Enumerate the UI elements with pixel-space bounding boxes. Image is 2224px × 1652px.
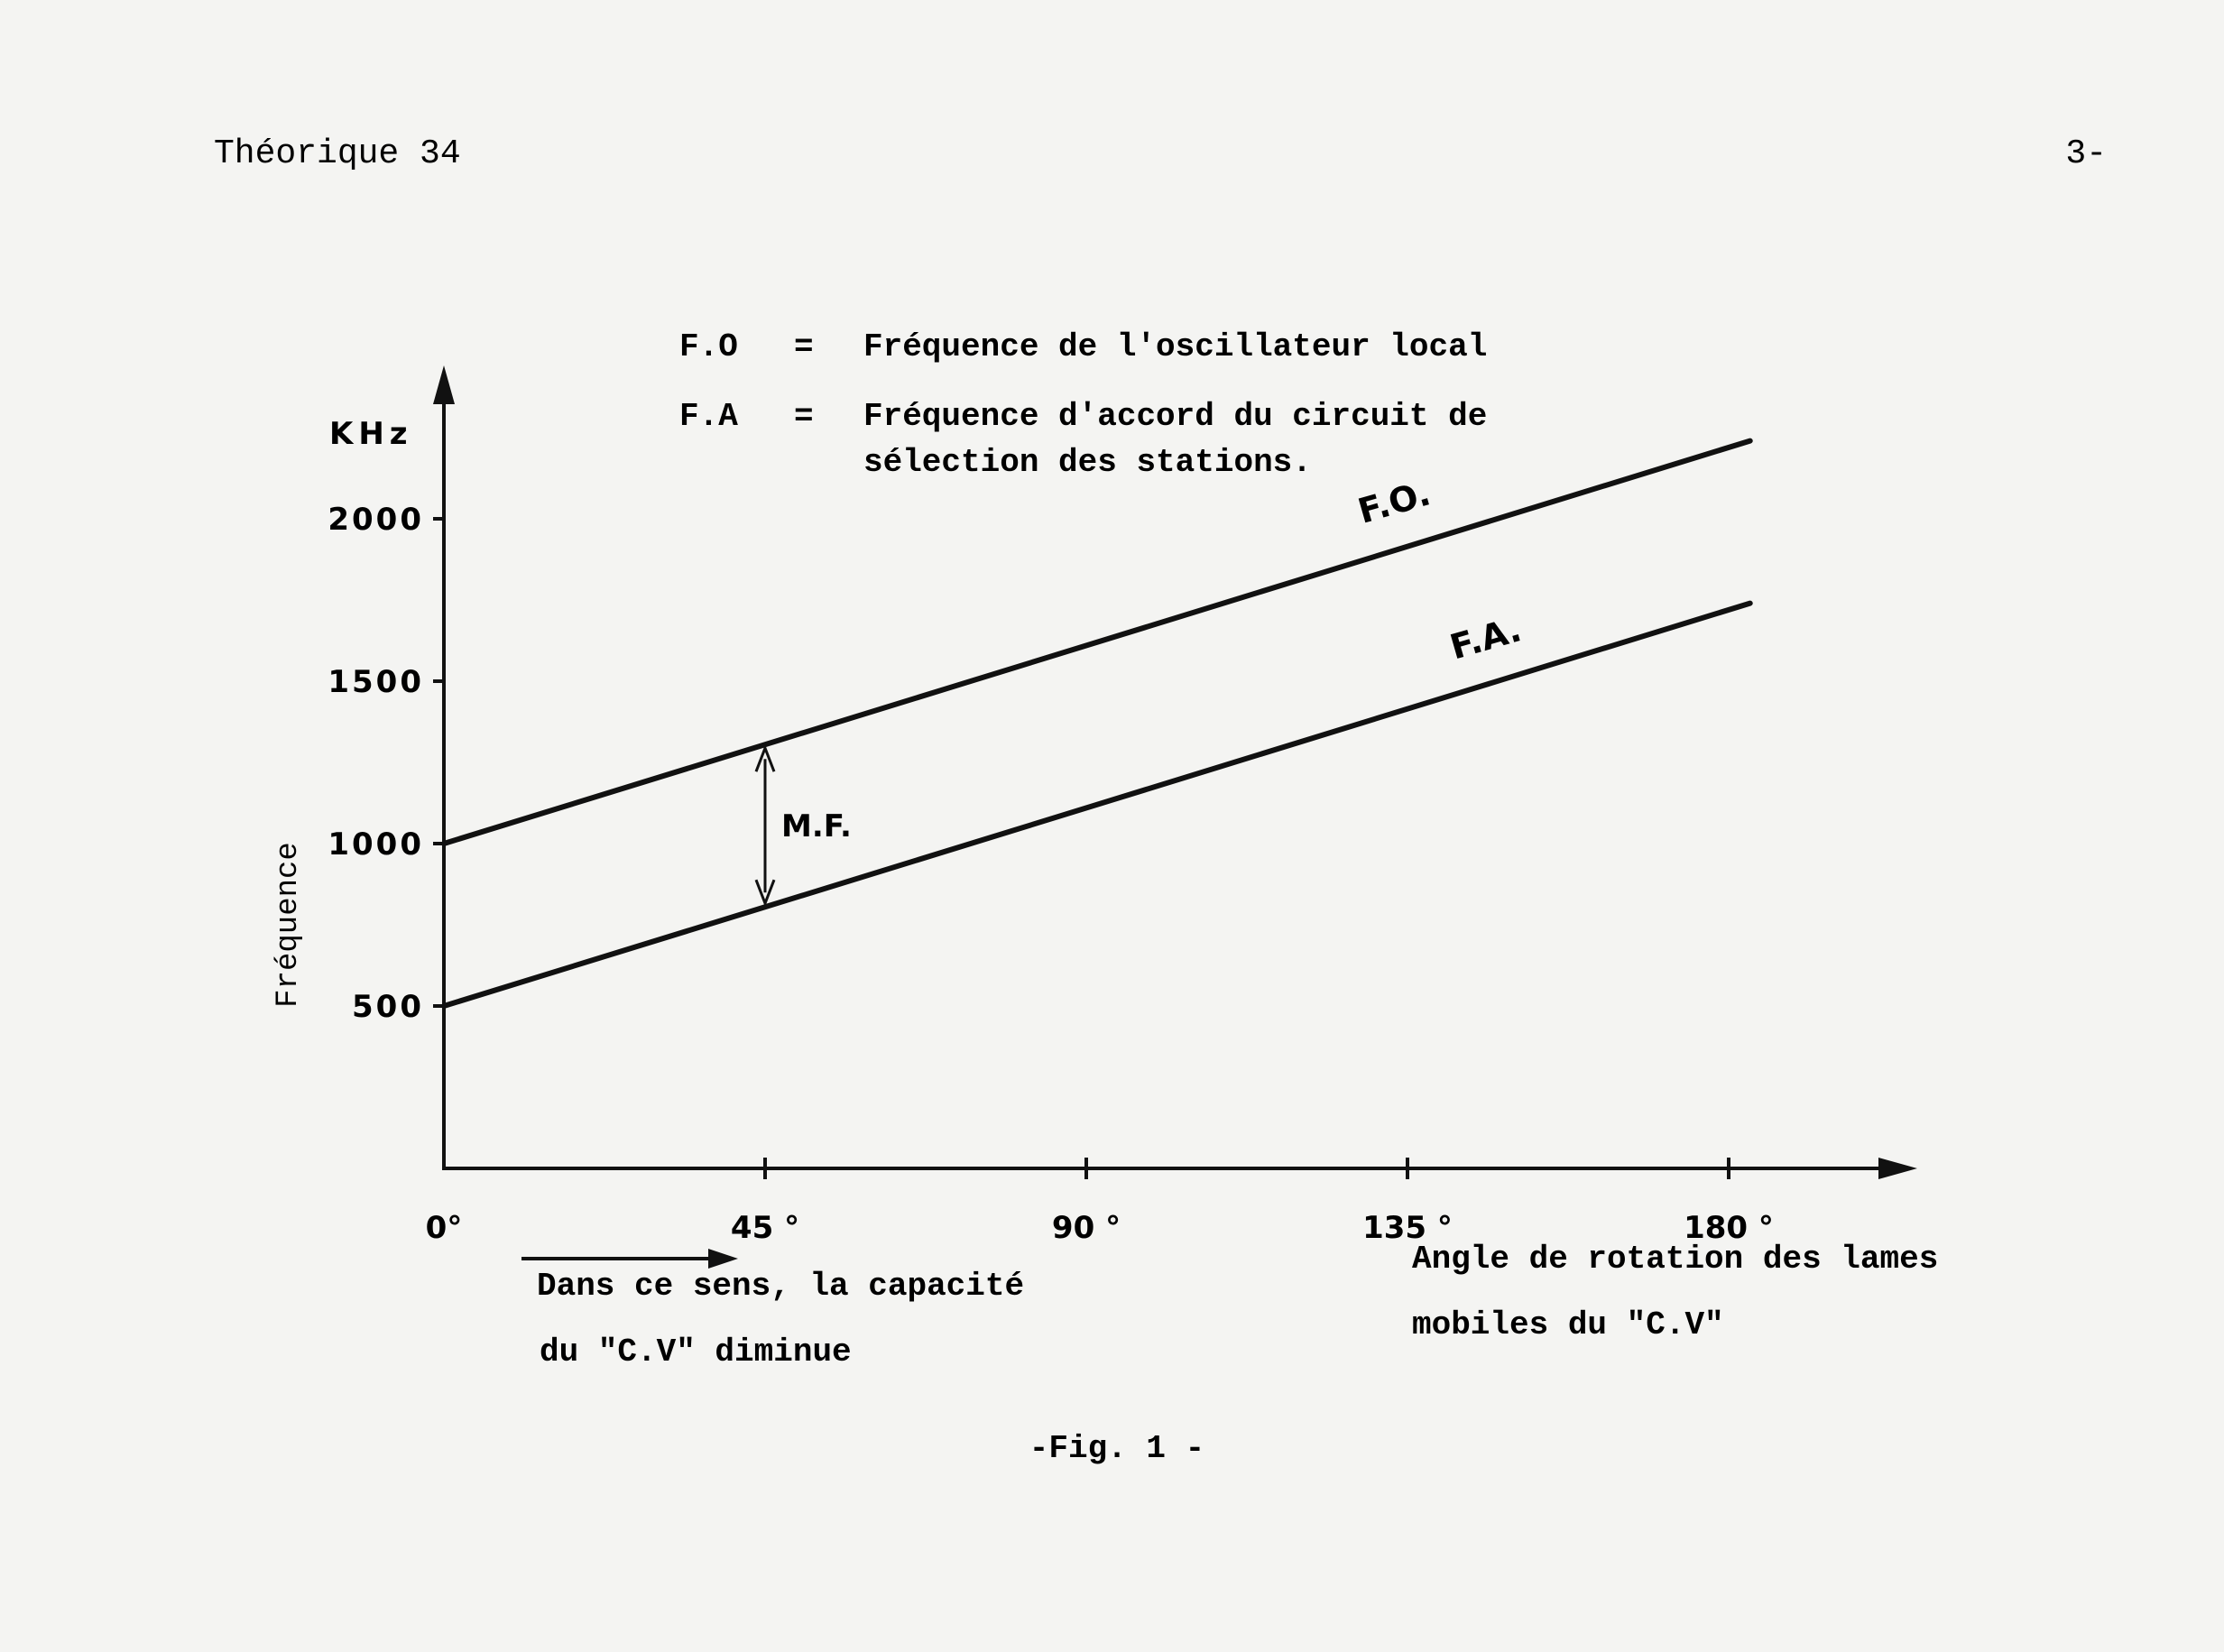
direction-note [521, 1249, 1024, 1371]
x-tick-label-135: 135 ° [1362, 1210, 1453, 1246]
y-axis-label: Fréquence [272, 842, 306, 1008]
y-ticks [328, 502, 444, 1025]
y-tick-label-1000: 1000 [328, 826, 424, 863]
legend-text-fa-line2: sélection des stations. [863, 444, 1312, 481]
direction-note-line1: Dans ce sens, la capacité [537, 1268, 1025, 1305]
x-ticks [426, 1158, 1774, 1246]
legend-key-fa: F.A [679, 398, 738, 435]
x-tick-label-45: 45 ° [730, 1210, 800, 1246]
series-line-1 [444, 604, 1750, 1006]
series-line-0 [444, 441, 1750, 844]
series-label-1: F.A. [1445, 609, 1526, 668]
y-tick-label-500: 500 [352, 989, 424, 1025]
x-tick-label-0: 0° [425, 1210, 463, 1246]
mf-label: M.F. [781, 808, 852, 845]
y-tick-label-1500: 1500 [328, 664, 424, 700]
series-label-0: F.O. [1353, 473, 1435, 531]
series-lines [444, 441, 1750, 1006]
direction-note-line2: du "C.V" diminue [540, 1334, 852, 1371]
x-tick-label-90: 90 ° [1051, 1210, 1121, 1246]
legend-eq-fo: = [794, 328, 814, 365]
legend [679, 328, 1487, 481]
direction-arrowhead [708, 1249, 738, 1269]
mf-annotation [756, 748, 852, 903]
legend-key-fo: F.O [679, 328, 738, 365]
header-right: 3- [2065, 134, 2107, 173]
x-axis-label-line1: Angle de rotation des lames [1412, 1241, 1939, 1278]
header-left: Théorique 34 [214, 134, 461, 173]
x-axis-arrowhead [1878, 1158, 1917, 1179]
legend-text-fo: Fréquence de l'oscillateur local [863, 328, 1488, 365]
y-unit-label: KHz [329, 416, 413, 452]
y-tick-label-2000: 2000 [328, 502, 424, 538]
legend-eq-fa: = [794, 398, 814, 435]
x-axis-label-line2: mobiles du "C.V" [1412, 1306, 1724, 1343]
y-axis-arrowhead [433, 365, 455, 404]
figure-caption: -Fig. 1 - [1029, 1430, 1205, 1467]
axes [433, 365, 1917, 1179]
legend-text-fa-line1: Fréquence d'accord du circuit de [863, 398, 1488, 435]
x-tick-label-180: 180 ° [1684, 1210, 1774, 1246]
